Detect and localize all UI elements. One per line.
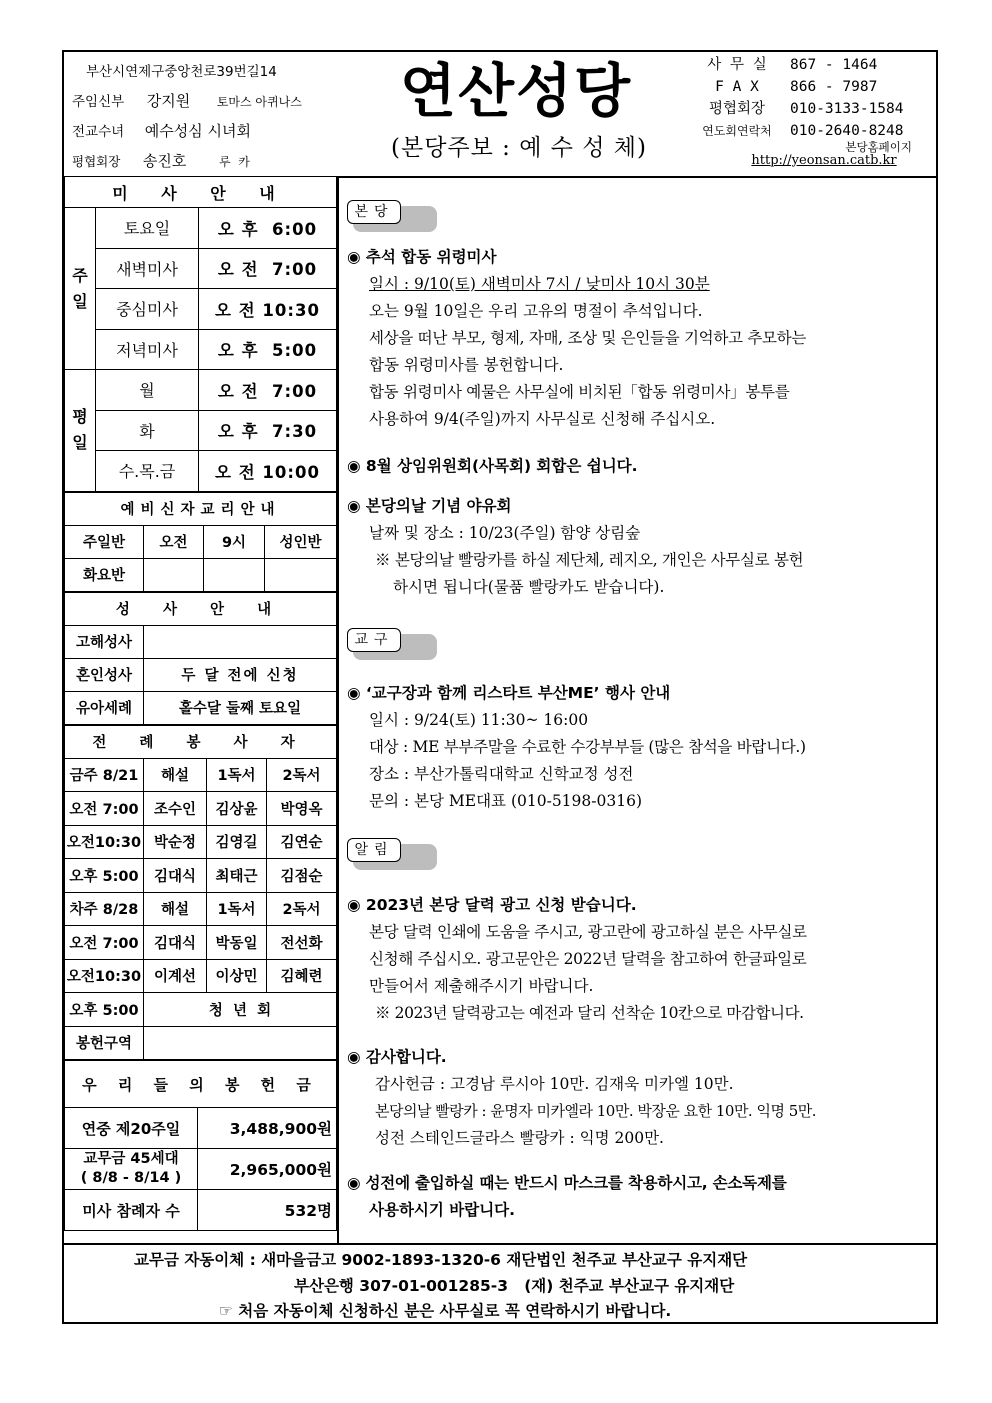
catechism-table	[64, 492, 337, 592]
nun-name: 예수성심 시녀회	[144, 122, 251, 140]
server-cell: 김연순	[267, 825, 337, 859]
server-cell: 해설	[144, 892, 207, 926]
server-cell: 최태근	[207, 859, 267, 893]
council-row	[72, 147, 372, 177]
sacrament-heading: 성 사 안 내	[65, 592, 337, 625]
contact-label: 평협회장	[708, 101, 766, 117]
notice-line: 만들어서 제출해주시기 바랍니다.	[369, 977, 594, 995]
sacrament-value	[144, 625, 337, 658]
server-cell: 오전 7:00	[65, 926, 144, 960]
catechism-cell: 화요반	[65, 558, 144, 591]
notice-line: 장소 : 부산가톨릭대학교 신학교정 성전	[369, 765, 634, 783]
notice-line: 본당의날 빨랑카 : 윤명자 미카엘라 10만. 박장운 요한 10만. 익명 5만.	[375, 1102, 817, 1120]
sunday-label: 주일	[65, 208, 96, 370]
mass-name: 중심미사	[96, 289, 199, 330]
right-column	[339, 176, 936, 1243]
district-value	[144, 1026, 337, 1060]
notice-line: 본당 달력 인쇄에 도움을 주시고, 광고란에 광고하실 분은 사무실로	[369, 923, 807, 941]
memorial-mass-notice	[347, 244, 932, 433]
mass-name: 화	[96, 410, 199, 451]
bulletin-header	[64, 52, 936, 178]
youth-group: 청 년 회	[144, 993, 337, 1027]
notice-title: ◉ 8월 상임위원회(사목회) 회합은 쉽니다.	[347, 457, 638, 475]
contact-list	[684, 54, 934, 142]
offering-heading: 우 리 들 의 봉 헌 금	[65, 1061, 337, 1108]
mass-time: 오 후 5:00	[199, 329, 337, 370]
server-cell: 조수인	[144, 792, 207, 826]
nun-row	[72, 117, 372, 147]
calendar-ad-notice	[347, 892, 932, 1027]
contact-label: 연도회연락처	[702, 124, 772, 138]
catechism-cell: 9시	[204, 525, 265, 558]
notice-line: 오는 9월 10일은 우리 고유의 명절이 추석입니다.	[369, 302, 703, 320]
server-cell: 박동일	[207, 926, 267, 960]
tag-label: 알림	[347, 838, 401, 862]
notice-title: ◉ 추석 합동 위령미사	[347, 248, 497, 266]
offering-label: 교무금 45세대 ( 8/8 - 8/14 )	[65, 1149, 198, 1190]
contact-value: 010-2640-8248	[790, 123, 904, 139]
footer-autopay-line: 교무금 자동이체 : 새마을금고 9002-1893-1320-6 재단법인 천주교 부산교구 유지재단	[134, 1251, 748, 1269]
notice-line: 하시면 됩니다(물품 빨랑카도 받습니다).	[393, 578, 665, 596]
offering-table	[64, 1060, 337, 1231]
footer-contact-line: ☞ 처음 자동이체 신청하신 분은 사무실로 꼭 연락하시기 바랍니다.	[219, 1302, 672, 1320]
parish-title: 연산성당	[399, 57, 633, 125]
notice-line: 날짜 및 장소 : 10/23(주일) 함양 상림숲	[369, 524, 641, 542]
contact-label: F A X	[715, 79, 759, 95]
mass-name: 새벽미사	[96, 248, 199, 289]
notice-line: 합동 위령미사 예물은 사무실에 비치된「합동 위령미사」봉투를	[369, 383, 790, 401]
weekday-label: 평일	[65, 370, 96, 492]
mask-notice	[347, 1170, 932, 1224]
catechism-cell	[204, 558, 265, 591]
contact-label: 사 무 실	[707, 57, 767, 73]
council-notice	[347, 453, 932, 480]
mass-name: 저녁미사	[96, 329, 199, 370]
server-cell: 오전10:30	[65, 959, 144, 993]
offering-value: 3,488,900원	[198, 1108, 337, 1149]
contact-value: 867 - 1464	[790, 57, 878, 73]
offering-label: 연중 제20주일	[65, 1108, 198, 1149]
catechism-cell	[144, 558, 204, 591]
contact-value: 866 - 7987	[790, 79, 878, 95]
notice-line: 세상을 떠난 부모, 형제, 자매, 조상 및 은인들을 기억하고 추모하는	[369, 329, 807, 347]
mass-name: 토요일	[96, 208, 199, 249]
server-cell: 이계선	[144, 959, 207, 993]
servers-table	[64, 725, 337, 1061]
thanks-notice	[347, 1044, 932, 1152]
pastor-baptism: 토마스 아퀴나스	[216, 95, 302, 109]
server-cell: 김점순	[267, 859, 337, 893]
header-info-left	[72, 58, 372, 177]
sacrament-value: 홀수달 둘째 토요일	[144, 691, 337, 724]
notice-title: ◉ 감사합니다.	[347, 1048, 447, 1066]
server-cell: 김상윤	[207, 792, 267, 826]
contact-row	[684, 76, 934, 98]
catechism-cell	[265, 558, 337, 591]
notice-title: ◉ ‘교구장과 함께 리스타트 부산ME’ 행사 안내	[347, 684, 671, 702]
server-cell: 김대식	[144, 926, 207, 960]
server-cell: 박순정	[144, 825, 207, 859]
catechism-heading: 예비신자교리안내	[65, 492, 337, 525]
server-cell: 오후 5:00	[65, 993, 144, 1027]
server-cell: 이상민	[207, 959, 267, 993]
server-cell: 1독서	[207, 758, 267, 792]
catechism-cell: 성인반	[265, 525, 337, 558]
notice-line: 신청해 주십시오. 광고문안은 2022년 달력을 참고하여 한글파일로	[369, 950, 807, 968]
notice-line: ※ 2023년 달력광고는 예전과 달리 선착순 10칸으로 마감합니다.	[375, 1004, 804, 1022]
homepage-link[interactable]: http://yeonsan.catb.kr	[751, 153, 897, 168]
server-cell: 금주 8/21	[65, 758, 144, 792]
sacrament-name: 혼인성사	[65, 658, 144, 691]
sacrament-name: 유아세례	[65, 691, 144, 724]
council-label: 평협회장	[72, 154, 121, 169]
offering-value: 2,965,000원	[198, 1149, 337, 1190]
catechism-cell: 주일반	[65, 525, 144, 558]
footer-bank-line: 부산은행 307-01-001285-3 (재) 천주교 부산교구 유지재단	[294, 1277, 735, 1295]
server-cell: 오후 5:00	[65, 859, 144, 893]
left-column	[64, 176, 339, 1243]
bulletin-footer	[64, 1243, 936, 1326]
mass-name: 월	[96, 370, 199, 411]
notice-line: 성전 스테인드글라스 빨랑카 : 익명 200만.	[375, 1129, 664, 1147]
pastor-row	[72, 87, 372, 117]
notice-line: 사용하여 9/4(주일)까지 사무실로 신청해 주십시오.	[369, 410, 716, 428]
mass-time: 오 전 10:30	[199, 289, 337, 330]
contact-row	[684, 98, 934, 120]
mass-time: 오 전 10:00	[199, 451, 337, 492]
council-baptism: 루 카	[218, 155, 250, 169]
sacrament-value: 두 달 전에 신청	[144, 658, 337, 691]
district-label: 봉헌구역	[65, 1026, 144, 1060]
server-cell: 해설	[144, 758, 207, 792]
mass-time: 오 전 7:00	[199, 248, 337, 289]
tag-label: 본당	[347, 200, 401, 224]
server-cell: 김혜련	[267, 959, 337, 993]
tag-label: 교구	[347, 628, 401, 652]
server-cell: 김영길	[207, 825, 267, 859]
contact-row	[684, 54, 934, 76]
notice-line: 대상 : ME 부부주말을 수료한 수강부부들 (많은 참석을 바랍니다.)	[369, 738, 806, 756]
notice-line: 문의 : 본당 ME대표 (010-5198-0316)	[369, 792, 643, 810]
server-cell: 2독서	[267, 758, 337, 792]
server-cell: 오전 7:00	[65, 792, 144, 826]
offering-label: 미사 참례자 수	[65, 1190, 198, 1231]
mass-time: 오 전 7:00	[199, 370, 337, 411]
mass-table	[64, 176, 337, 492]
notice-line: 감사헌금 : 고경남 루시아 10만. 김재욱 미카엘 10만.	[375, 1075, 734, 1093]
notice-line: 합동 위령미사를 봉헌합니다.	[369, 356, 564, 374]
parish-address: 부산시연제구중앙천로39번길14	[86, 64, 277, 80]
pastor-name: 강지원	[146, 92, 191, 110]
server-cell: 전선화	[267, 926, 337, 960]
notice-title-line2: 사용하시기 바랍니다.	[369, 1201, 516, 1219]
mass-time: 오 후 6:00	[199, 208, 337, 249]
sacrament-table	[64, 592, 337, 725]
contact-value: 010-3133-1584	[790, 101, 904, 117]
servers-heading: 전 례 봉 사 자	[65, 725, 337, 758]
homepage-label: 본당홈페이지	[845, 140, 912, 154]
mass-time: 오 후 7:30	[199, 410, 337, 451]
pastor-label: 주임신부	[72, 94, 125, 110]
notice-line: 일시 : 9/24(토) 11:30~ 16:00	[369, 711, 589, 729]
server-cell: 오전10:30	[65, 825, 144, 859]
notice-title: ◉ 본당의날 기념 야유회	[347, 497, 512, 515]
notice-line: ※ 본당의날 빨랑카를 하실 제단체, 레지오, 개인은 사무실로 봉헌	[375, 551, 804, 569]
mass-name: 수.목.금	[96, 451, 199, 492]
contact-row	[684, 120, 934, 142]
offering-value: 532명	[198, 1190, 337, 1231]
bulletin-frame	[62, 50, 938, 1324]
nun-label: 전교수녀	[72, 124, 125, 140]
picnic-notice	[347, 493, 932, 601]
parish-subtitle: (본당주보 : 예 수 성 체)	[391, 135, 647, 161]
me-event-notice	[347, 680, 932, 815]
server-cell: 2독서	[267, 892, 337, 926]
homepage-block	[714, 140, 934, 168]
notice-line: 일시 : 9/10(토) 새벽미사 7시 / 낮미사 10시 30분	[369, 275, 710, 293]
server-cell: 1독서	[207, 892, 267, 926]
mass-heading: 미 사 안 내	[65, 177, 337, 208]
server-cell: 김대식	[144, 859, 207, 893]
notice-title: ◉ 성전에 출입하실 때는 반드시 마스크를 착용하시고, 손소독제를	[347, 1174, 787, 1192]
catechism-cell: 오전	[144, 525, 204, 558]
notice-title: ◉ 2023년 본당 달력 광고 신청 받습니다.	[347, 896, 637, 914]
server-cell: 차주 8/28	[65, 892, 144, 926]
server-cell: 박영옥	[267, 792, 337, 826]
sacrament-name: 고해성사	[65, 625, 144, 658]
council-name: 송진호	[142, 152, 187, 170]
